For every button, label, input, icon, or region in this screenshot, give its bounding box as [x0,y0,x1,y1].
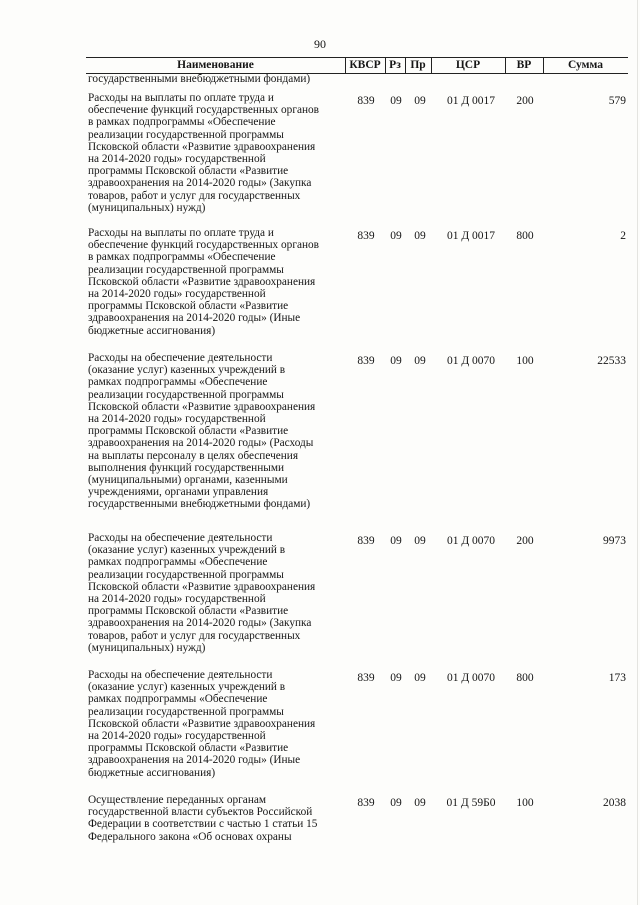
row-sum: 2038 [603,797,626,809]
row-sum: 22533 [597,355,626,367]
table-header [86,57,628,74]
row-rz: 09 [390,535,402,547]
row-rz: 09 [390,95,402,107]
header-rz: Рз [389,59,401,71]
header-csr: ЦСР [455,59,481,71]
row-csr: 01 Д 0017 [446,230,496,242]
row-csr: 01 Д 0017 [446,95,496,107]
row-rz: 09 [390,355,402,367]
row-name: Расходы на обеспечение деятельности (оказание услуг) казенных учреждений в рамках подпрограммы «Обеспечение реализации государственной программы Псковской области «Развитие здравоохранения на 2014-2020 годы» государственной программы Псковской области «Развитие здравоохранения на 2014-2020 годы» (Расходы на выплаты персоналу в целях обеспечения выполнения функций государственными (муниципальными) органами, казенными учреждениями, органами управления государственными внебюджетными фондами) [88,352,316,511]
row-kvsr: 839 [357,535,375,547]
row-pr: 09 [414,535,426,547]
row-vr: 100 [516,797,534,809]
row-csr: 01 Д 0070 [446,672,496,684]
row-sum: 173 [608,672,626,684]
budget-table [86,57,628,843]
row-kvsr: 839 [357,797,375,809]
row-vr: 100 [516,355,534,367]
scan-edge [637,0,638,905]
row-pr: 09 [414,230,426,242]
row-sum: 9973 [603,535,626,547]
row-pr: 09 [414,797,426,809]
row-sum: 2 [620,230,626,242]
row-csr: 01 Д 0070 [446,355,496,367]
row-vr: 800 [516,230,534,242]
row-rz: 09 [390,672,402,684]
row-sum: 579 [608,95,626,107]
page-number: 90 [314,37,326,51]
row-rz: 09 [390,797,402,809]
continuation-text: государственными внебюджетными фондами) [88,73,311,85]
row-name: Расходы на выплаты по оплате труда и обеспечение функций государственных органов в рамках подпрограммы «Обеспечение реализации государственной программы Псковской области «Развитие здравоохранения на 2014-2020 годы» государственной программы Псковской области «Развитие здравоохранения на 2014-2020 годы» (Иные бюджетные ассигнования) [88,227,319,337]
row-csr: 01 Д 59Б0 [446,797,496,809]
row-vr: 800 [516,672,534,684]
header-kvsr: КВСР [349,59,381,71]
header-pr: Пр [410,59,426,71]
row-name: Осуществление переданных органам государственной власти субъектов Российской Федерации в соответствии с частью 1 статьи 15 Федерального закона «Об основах охраны [88,794,318,843]
row-kvsr: 839 [357,355,375,367]
row-vr: 200 [516,95,534,107]
row-kvsr: 839 [357,230,375,242]
row-pr: 09 [414,355,426,367]
row-pr: 09 [414,672,426,684]
header-vr: ВР [516,59,532,71]
header-name: Наименование [177,59,254,71]
row-name: Расходы на обеспечение деятельности (оказание услуг) казенных учреждений в рамках подпрограммы «Обеспечение реализации государственной программы Псковской области «Развитие здравоохранения на 2014-2020 годы» государственной программы Псковской области «Развитие здравоохранения на 2014-2020 годы» (Иные бюджетные ассигнования) [88,669,316,779]
header-sum: Сумма [568,59,603,71]
row-kvsr: 839 [357,672,375,684]
row-rz: 09 [390,230,402,242]
row-vr: 200 [516,535,534,547]
row-csr: 01 Д 0070 [446,535,496,547]
row-name: Расходы на выплаты по оплате труда и обеспечение функций государственных органов в рамках подпрограммы «Обеспечение реализации государственной программы Псковской области «Развитие здравоохранения на 2014-2020 годы» государственной программы Псковской области «Развитие здравоохранения на 2014-2020 годы» (Закупка товаров, работ и услуг для государственных (муниципальных) нужд) [88,92,319,214]
row-name: Расходы на обеспечение деятельности (оказание услуг) казенных учреждений в рамках подпрограммы «Обеспечение реализации государственной программы Псковской области «Развитие здравоохранения на 2014-2020 годы» государственной программы Псковской области «Развитие здравоохранения на 2014-2020 годы» (Закупка товаров, работ и услуг для государственных (муниципальных) нужд) [88,532,316,654]
row-pr: 09 [414,95,426,107]
row-kvsr: 839 [357,95,375,107]
